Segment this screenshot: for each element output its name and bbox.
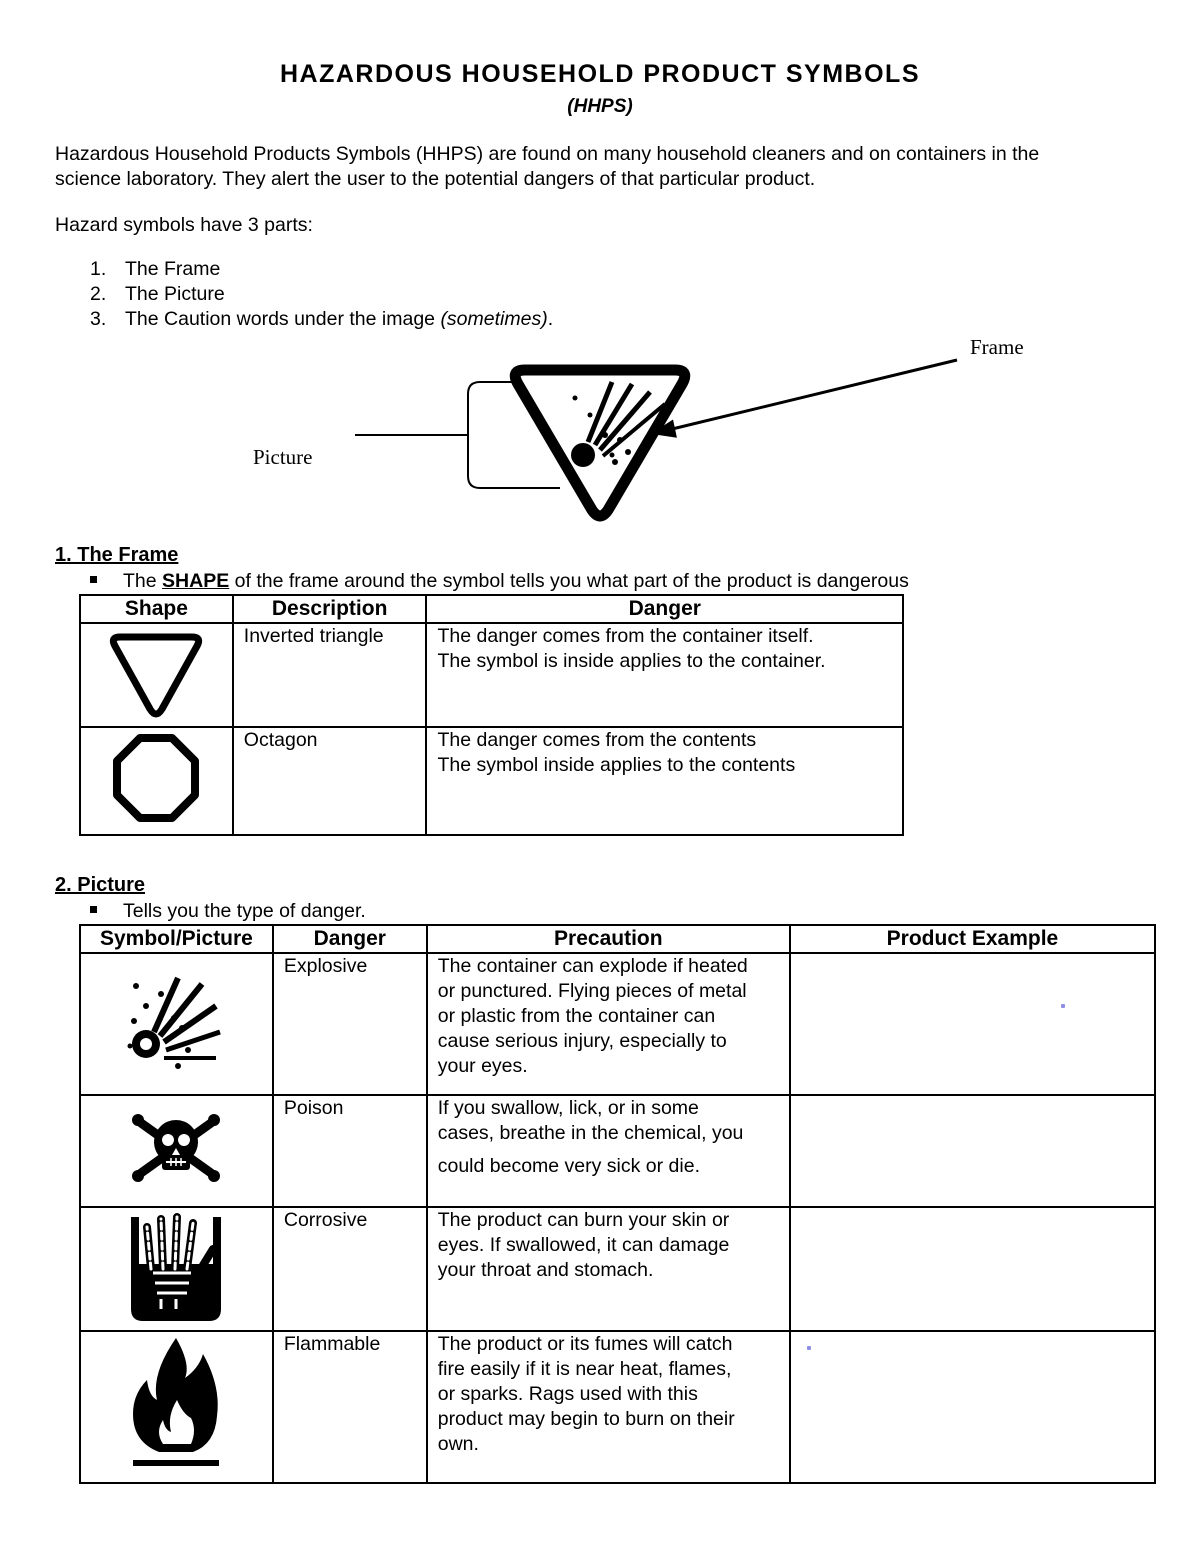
corrosive-icon xyxy=(121,1209,231,1324)
table-row xyxy=(80,623,903,727)
column-header: Description xyxy=(233,595,427,623)
danger-cell: Explosive xyxy=(273,953,427,1095)
table-row xyxy=(80,1207,1155,1331)
bullet-icon xyxy=(90,576,97,583)
product-example-cell[interactable] xyxy=(790,1331,1155,1483)
column-header: Danger xyxy=(426,595,903,623)
list-item: 3. The Caution words under the image (sometimes). xyxy=(90,308,554,330)
precaution-cell: The product or its fumes will catch fire easily if it is near heat, flames, or sparks. Rags used with this product may begin to burn on their own. xyxy=(427,1331,790,1483)
danger-cell: Flammable xyxy=(273,1331,427,1483)
inverted-triangle-icon xyxy=(106,625,206,720)
explosive-icon xyxy=(116,966,236,1076)
list-item: 1. The Frame xyxy=(90,258,221,280)
description-cell: Inverted triangle xyxy=(233,623,427,727)
danger-cell: Corrosive xyxy=(273,1207,427,1331)
column-header: Symbol/Picture xyxy=(80,925,273,953)
picture-label: Picture xyxy=(253,445,313,469)
table-row xyxy=(80,1095,1155,1207)
danger-cell: The danger comes from the container itself. The symbol is inside applies to the container. xyxy=(426,623,903,727)
description-cell: Octagon xyxy=(233,727,427,835)
explosive-triangle-icon xyxy=(515,370,685,516)
bullet-icon xyxy=(90,906,97,913)
table-header-row xyxy=(80,925,1155,953)
table-header-row xyxy=(80,595,903,623)
annotation-marker xyxy=(1061,1004,1065,1008)
table-row xyxy=(80,727,903,835)
precaution-cell: The container can explode if heated or punctured. Flying pieces of metal or plastic from the container can cause serious injury, especially to your eyes. xyxy=(427,953,790,1095)
precaution-cell: If you swallow, lick, or in some cases, breathe in the chemical, you could become very sick or die. xyxy=(427,1095,790,1207)
precaution-cell: The product can burn your skin or eyes. If swallowed, it can damage your throat and stomach. xyxy=(427,1207,790,1331)
hazard-picture-table xyxy=(79,924,1156,1484)
danger-cell: The danger comes from the contents The symbol inside applies to the contents xyxy=(426,727,903,835)
frame-arrow xyxy=(655,360,957,436)
flame-icon xyxy=(121,1334,231,1474)
page-subtitle: (HHPS) xyxy=(567,96,633,117)
page-title: HAZARDOUS HOUSEHOLD PRODUCT SYMBOLS xyxy=(279,60,920,88)
shape-cell xyxy=(80,623,233,727)
danger-cell: Poison xyxy=(273,1095,427,1207)
skull-crossbones-icon xyxy=(126,1108,226,1188)
column-header: Precaution xyxy=(427,925,790,953)
picture-bullet: Tells you the type of danger. xyxy=(90,900,366,923)
frame-shape-table xyxy=(79,594,904,836)
table-row xyxy=(80,953,1155,1095)
hazard-symbol-diagram xyxy=(0,330,1200,530)
section-frame-heading: 1. The Frame xyxy=(55,544,179,566)
frame-bullet: The SHAPE of the frame around the symbol tells you what part of the product is dangerous xyxy=(90,570,909,593)
product-example-cell[interactable] xyxy=(790,1207,1155,1331)
symbol-cell xyxy=(80,1331,273,1483)
column-header: Shape xyxy=(80,595,233,623)
parts-intro: Hazard symbols have 3 parts: xyxy=(55,214,313,236)
list-item: 2. The Picture xyxy=(90,283,225,305)
symbol-cell xyxy=(80,953,273,1095)
column-header: Product Example xyxy=(790,925,1155,953)
symbol-cell xyxy=(80,1095,273,1207)
octagon-icon xyxy=(106,728,206,828)
intro-paragraph: Hazardous Household Products Symbols (HHPS) are found on many household cleaners and on containers in the science laboratory. They alert the user to the potential dangers of that particular product. xyxy=(55,143,1040,190)
table-row xyxy=(80,1331,1155,1483)
frame-label: Frame xyxy=(970,335,1024,359)
parts-list xyxy=(90,257,553,332)
section-picture-heading: 2. Picture xyxy=(55,874,146,896)
annotation-marker xyxy=(807,1346,811,1350)
shape-cell xyxy=(80,727,233,835)
product-example-cell[interactable] xyxy=(790,1095,1155,1207)
column-header: Danger xyxy=(273,925,427,953)
product-example-cell[interactable] xyxy=(790,953,1155,1095)
symbol-cell xyxy=(80,1207,273,1331)
